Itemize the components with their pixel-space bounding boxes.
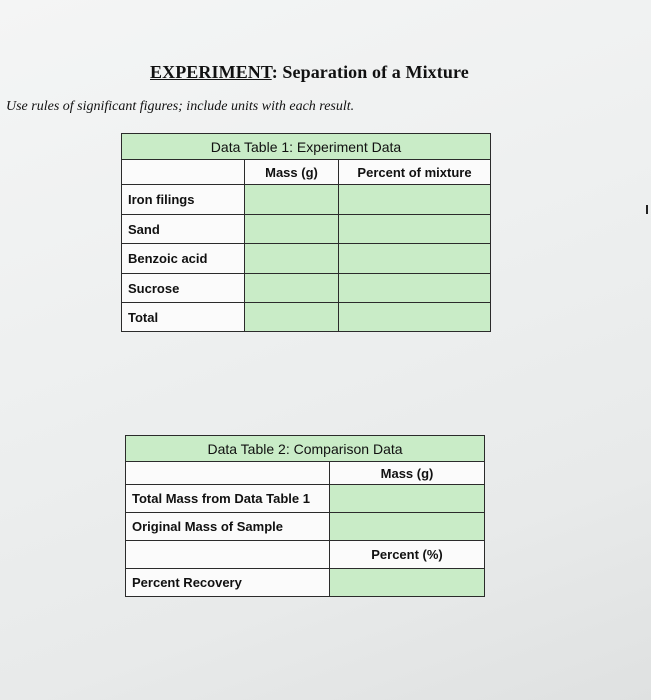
- table1-row-label-total: Total: [122, 303, 245, 332]
- table1-header-blank: [122, 160, 245, 185]
- table1-title: Data Table 1: Experiment Data: [122, 134, 491, 160]
- table2-row-label-percent-recovery: Percent Recovery: [126, 569, 330, 597]
- percent-recovery-cell[interactable]: [330, 569, 485, 597]
- benzoic-acid-mass-cell[interactable]: [245, 244, 339, 274]
- table1-row-label-sand: Sand: [122, 215, 245, 244]
- title-experiment: EXPERIMENT: [150, 62, 272, 82]
- sucrose-percent-cell[interactable]: [339, 274, 491, 303]
- benzoic-acid-percent-cell[interactable]: [339, 244, 491, 274]
- table2-row-label-original-mass: Original Mass of Sample: [126, 513, 330, 541]
- table1-header-percent: Percent of mixture: [339, 160, 491, 185]
- sand-mass-cell[interactable]: [245, 215, 339, 244]
- iron-filings-mass-cell[interactable]: [245, 185, 339, 215]
- table1-row-label-sucrose: Sucrose: [122, 274, 245, 303]
- total-mass-cell[interactable]: [245, 303, 339, 332]
- table2-header-blank: [126, 462, 330, 485]
- instructions-text: Use rules of significant figures; include units with each result.: [6, 99, 355, 114]
- sand-percent-cell[interactable]: [339, 215, 491, 244]
- table2-percent-header-blank: [126, 541, 330, 569]
- table1-row-label-iron-filings: Iron filings: [122, 185, 245, 215]
- table2-header-mass: Mass (g): [330, 462, 485, 485]
- page-title: [150, 62, 469, 83]
- total-mass-from-table1-cell[interactable]: [330, 485, 485, 513]
- table2-header-percent: Percent (%): [330, 541, 485, 569]
- table2-title: Data Table 2: Comparison Data: [126, 436, 485, 462]
- data-table-1: [121, 133, 491, 332]
- edge-mark: [646, 205, 648, 214]
- table1-row-label-benzoic-acid: Benzoic acid: [122, 244, 245, 274]
- original-mass-cell[interactable]: [330, 513, 485, 541]
- sucrose-mass-cell[interactable]: [245, 274, 339, 303]
- data-table-2: [125, 435, 485, 597]
- table2-row-label-total-mass: Total Mass from Data Table 1: [126, 485, 330, 513]
- total-percent-cell[interactable]: [339, 303, 491, 332]
- table1-header-mass: Mass (g): [245, 160, 339, 185]
- title-rest: : Separation of a Mixture: [271, 62, 469, 82]
- iron-filings-percent-cell[interactable]: [339, 185, 491, 215]
